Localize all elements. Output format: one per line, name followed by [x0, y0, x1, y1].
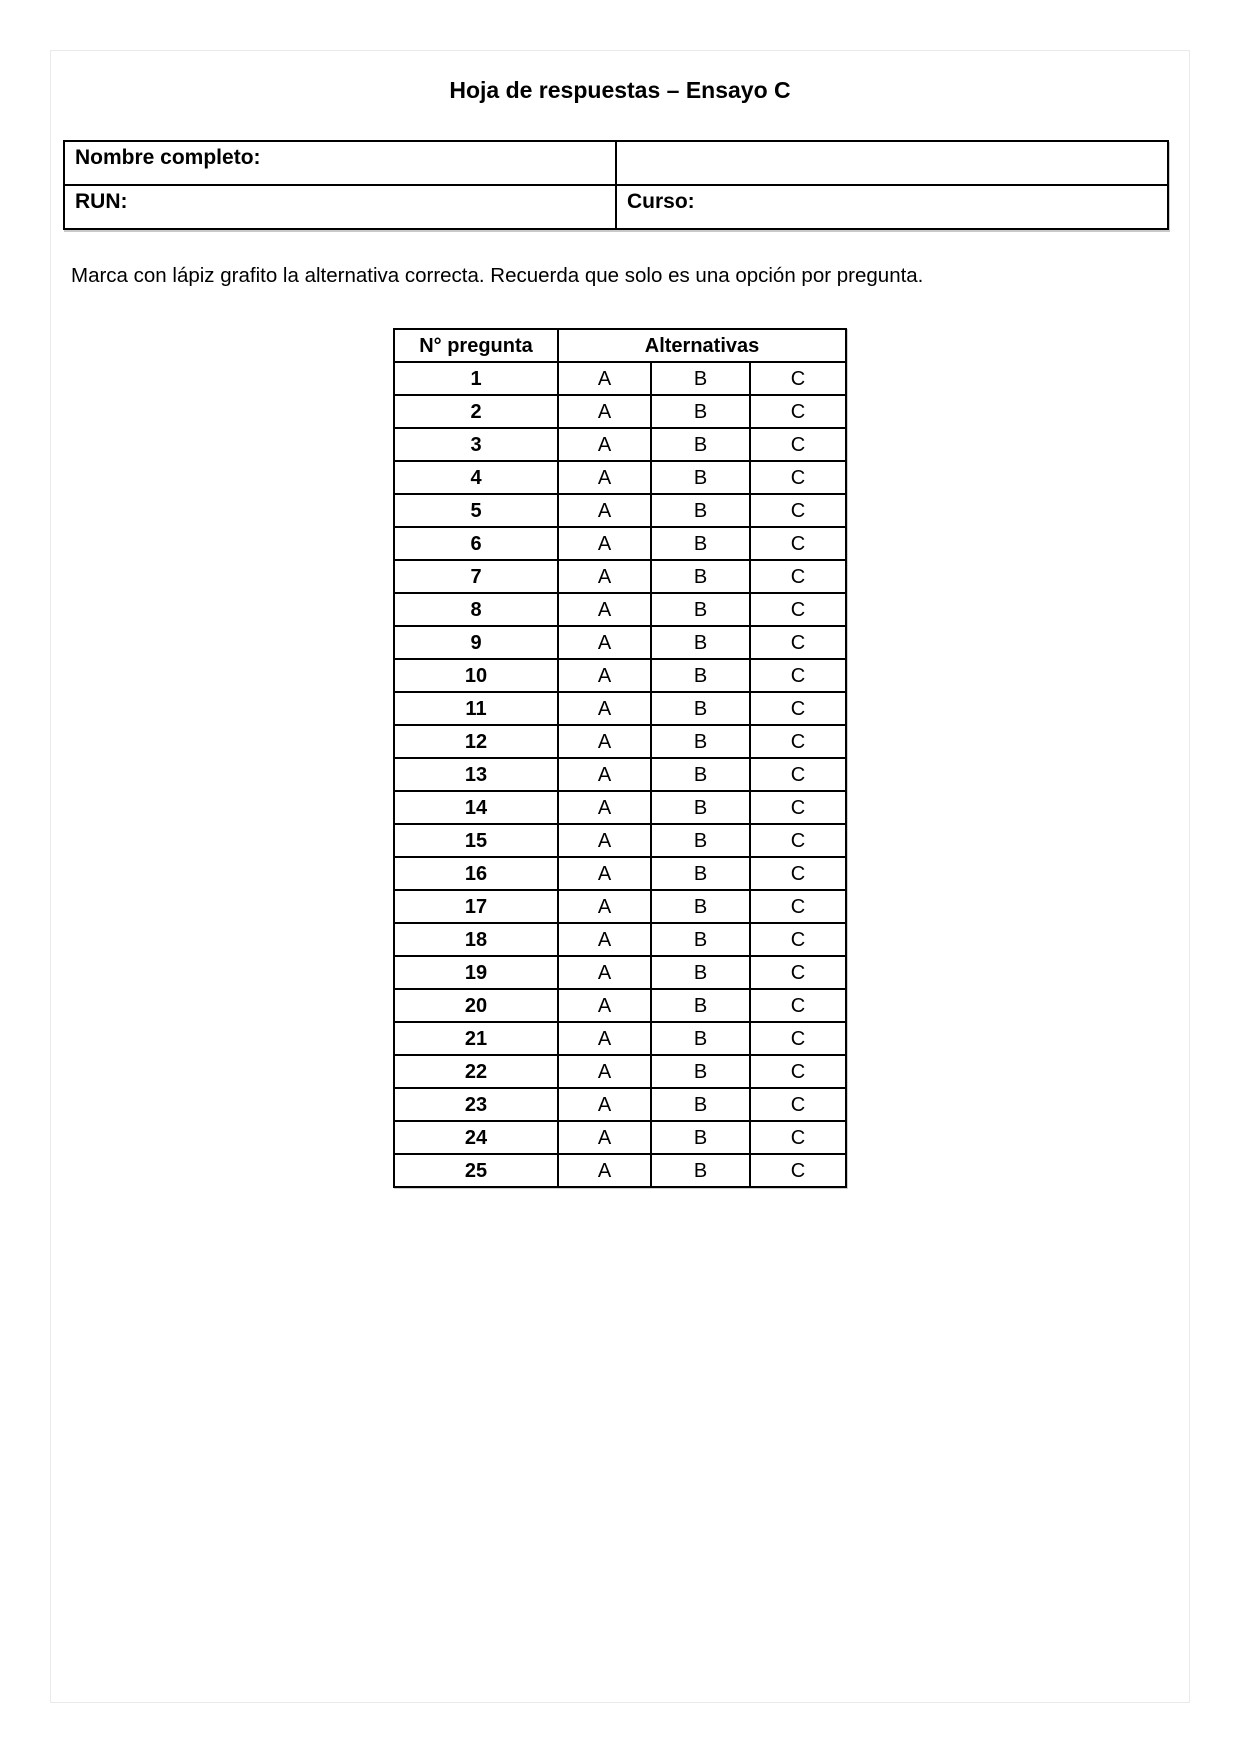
- option-cell-a: A: [558, 890, 651, 923]
- question-number: 15: [394, 824, 558, 857]
- question-number: 10: [394, 659, 558, 692]
- answer-row: [394, 593, 846, 626]
- option-cell-c: C: [750, 692, 846, 725]
- question-number: 17: [394, 890, 558, 923]
- instruction-text: Marca con lápiz grafito la alternativa correcta. Recuerda que solo es una opción por pregunta.: [71, 264, 924, 287]
- question-number: 20: [394, 989, 558, 1022]
- answer-row: [394, 428, 846, 461]
- answer-row: [394, 791, 846, 824]
- info-row-nombre: [64, 141, 1168, 185]
- answer-row: [394, 725, 846, 758]
- option-cell-c: C: [750, 923, 846, 956]
- label-curso: Curso:: [616, 185, 1168, 229]
- header-alternatives: Alternativas: [558, 329, 846, 362]
- question-number: 1: [394, 362, 558, 395]
- answer-row: [394, 494, 846, 527]
- student-info-table-body: [64, 141, 1168, 229]
- option-cell-c: C: [750, 989, 846, 1022]
- page-title: Hoja de respuestas – Ensayo C: [449, 77, 791, 103]
- question-number: 8: [394, 593, 558, 626]
- option-cell-b: B: [651, 857, 750, 890]
- option-cell-c: C: [750, 857, 846, 890]
- question-number: 22: [394, 1055, 558, 1088]
- option-cell-a: A: [558, 593, 651, 626]
- option-cell-a: A: [558, 1121, 651, 1154]
- student-info-table: [63, 140, 1169, 230]
- question-number: 13: [394, 758, 558, 791]
- answer-row: [394, 1088, 846, 1121]
- option-cell-c: C: [750, 1088, 846, 1121]
- question-number: 21: [394, 1022, 558, 1055]
- option-cell-c: C: [750, 890, 846, 923]
- option-cell-a: A: [558, 989, 651, 1022]
- option-cell-c: C: [750, 956, 846, 989]
- option-cell-c: C: [750, 362, 846, 395]
- option-cell-c: C: [750, 626, 846, 659]
- option-cell-a: A: [558, 560, 651, 593]
- option-cell-c: C: [750, 560, 846, 593]
- option-cell-b: B: [651, 527, 750, 560]
- option-cell-a: A: [558, 956, 651, 989]
- option-cell-a: A: [558, 1055, 651, 1088]
- option-cell-a: A: [558, 923, 651, 956]
- option-cell-a: A: [558, 395, 651, 428]
- option-cell-b: B: [651, 461, 750, 494]
- option-cell-a: A: [558, 824, 651, 857]
- question-number: 19: [394, 956, 558, 989]
- question-number: 24: [394, 1121, 558, 1154]
- question-number: 2: [394, 395, 558, 428]
- option-cell-b: B: [651, 1022, 750, 1055]
- option-cell-c: C: [750, 1154, 846, 1187]
- option-cell-c: C: [750, 461, 846, 494]
- answer-row: [394, 956, 846, 989]
- option-cell-b: B: [651, 758, 750, 791]
- option-cell-b: B: [651, 923, 750, 956]
- option-cell-b: B: [651, 725, 750, 758]
- question-number: 14: [394, 791, 558, 824]
- question-number: 5: [394, 494, 558, 527]
- option-cell-b: B: [651, 494, 750, 527]
- question-number: 12: [394, 725, 558, 758]
- option-cell-b: B: [651, 659, 750, 692]
- option-cell-b: B: [651, 362, 750, 395]
- option-cell-c: C: [750, 1121, 846, 1154]
- option-cell-a: A: [558, 527, 651, 560]
- option-cell-a: A: [558, 494, 651, 527]
- option-cell-c: C: [750, 791, 846, 824]
- option-cell-c: C: [750, 494, 846, 527]
- option-cell-b: B: [651, 1055, 750, 1088]
- document-page: [50, 50, 1190, 1703]
- question-number: 18: [394, 923, 558, 956]
- option-cell-b: B: [651, 1121, 750, 1154]
- option-cell-b: B: [651, 692, 750, 725]
- answer-row: [394, 1154, 846, 1187]
- option-cell-b: B: [651, 593, 750, 626]
- option-cell-a: A: [558, 1154, 651, 1187]
- option-cell-a: A: [558, 758, 651, 791]
- answers-table-header: [394, 329, 846, 362]
- question-number: 7: [394, 560, 558, 593]
- option-cell-b: B: [651, 395, 750, 428]
- answer-row: [394, 1055, 846, 1088]
- option-cell-b: B: [651, 1154, 750, 1187]
- option-cell-a: A: [558, 461, 651, 494]
- answer-row: [394, 560, 846, 593]
- info-row-run-curso: [64, 185, 1168, 229]
- question-number: 16: [394, 857, 558, 890]
- cell-nombre-value: [616, 141, 1168, 185]
- option-cell-c: C: [750, 758, 846, 791]
- label-nombre-completo: Nombre completo:: [64, 141, 616, 185]
- answer-row: [394, 758, 846, 791]
- answer-row: [394, 527, 846, 560]
- header-question-number: N° pregunta: [394, 329, 558, 362]
- answer-row: [394, 857, 846, 890]
- option-cell-a: A: [558, 659, 651, 692]
- answer-row: [394, 692, 846, 725]
- option-cell-c: C: [750, 527, 846, 560]
- option-cell-c: C: [750, 428, 846, 461]
- option-cell-b: B: [651, 626, 750, 659]
- answer-row: [394, 626, 846, 659]
- question-number: 4: [394, 461, 558, 494]
- answer-row: [394, 659, 846, 692]
- option-cell-c: C: [750, 1022, 846, 1055]
- option-cell-b: B: [651, 956, 750, 989]
- option-cell-c: C: [750, 725, 846, 758]
- answer-row: [394, 362, 846, 395]
- option-cell-a: A: [558, 857, 651, 890]
- question-number: 23: [394, 1088, 558, 1121]
- answer-row: [394, 395, 846, 428]
- answer-row: [394, 989, 846, 1022]
- question-number: 3: [394, 428, 558, 461]
- option-cell-c: C: [750, 395, 846, 428]
- question-number: 11: [394, 692, 558, 725]
- option-cell-a: A: [558, 692, 651, 725]
- answers-header-row: [394, 329, 846, 362]
- option-cell-a: A: [558, 1088, 651, 1121]
- answer-row: [394, 461, 846, 494]
- option-cell-b: B: [651, 560, 750, 593]
- option-cell-b: B: [651, 791, 750, 824]
- option-cell-c: C: [750, 659, 846, 692]
- option-cell-c: C: [750, 1055, 846, 1088]
- option-cell-b: B: [651, 989, 750, 1022]
- answer-row: [394, 923, 846, 956]
- answer-row: [394, 824, 846, 857]
- answer-row: [394, 1121, 846, 1154]
- answers-table: [393, 328, 847, 1188]
- option-cell-a: A: [558, 791, 651, 824]
- option-cell-b: B: [651, 428, 750, 461]
- option-cell-b: B: [651, 890, 750, 923]
- question-number: 6: [394, 527, 558, 560]
- option-cell-a: A: [558, 1022, 651, 1055]
- option-cell-c: C: [750, 824, 846, 857]
- option-cell-a: A: [558, 725, 651, 758]
- option-cell-a: A: [558, 362, 651, 395]
- answer-row: [394, 1022, 846, 1055]
- answer-row: [394, 890, 846, 923]
- option-cell-b: B: [651, 824, 750, 857]
- option-cell-a: A: [558, 428, 651, 461]
- option-cell-b: B: [651, 1088, 750, 1121]
- answers-table-body: [394, 362, 846, 1187]
- question-number: 25: [394, 1154, 558, 1187]
- label-run: RUN:: [64, 185, 616, 229]
- option-cell-c: C: [750, 593, 846, 626]
- question-number: 9: [394, 626, 558, 659]
- option-cell-a: A: [558, 626, 651, 659]
